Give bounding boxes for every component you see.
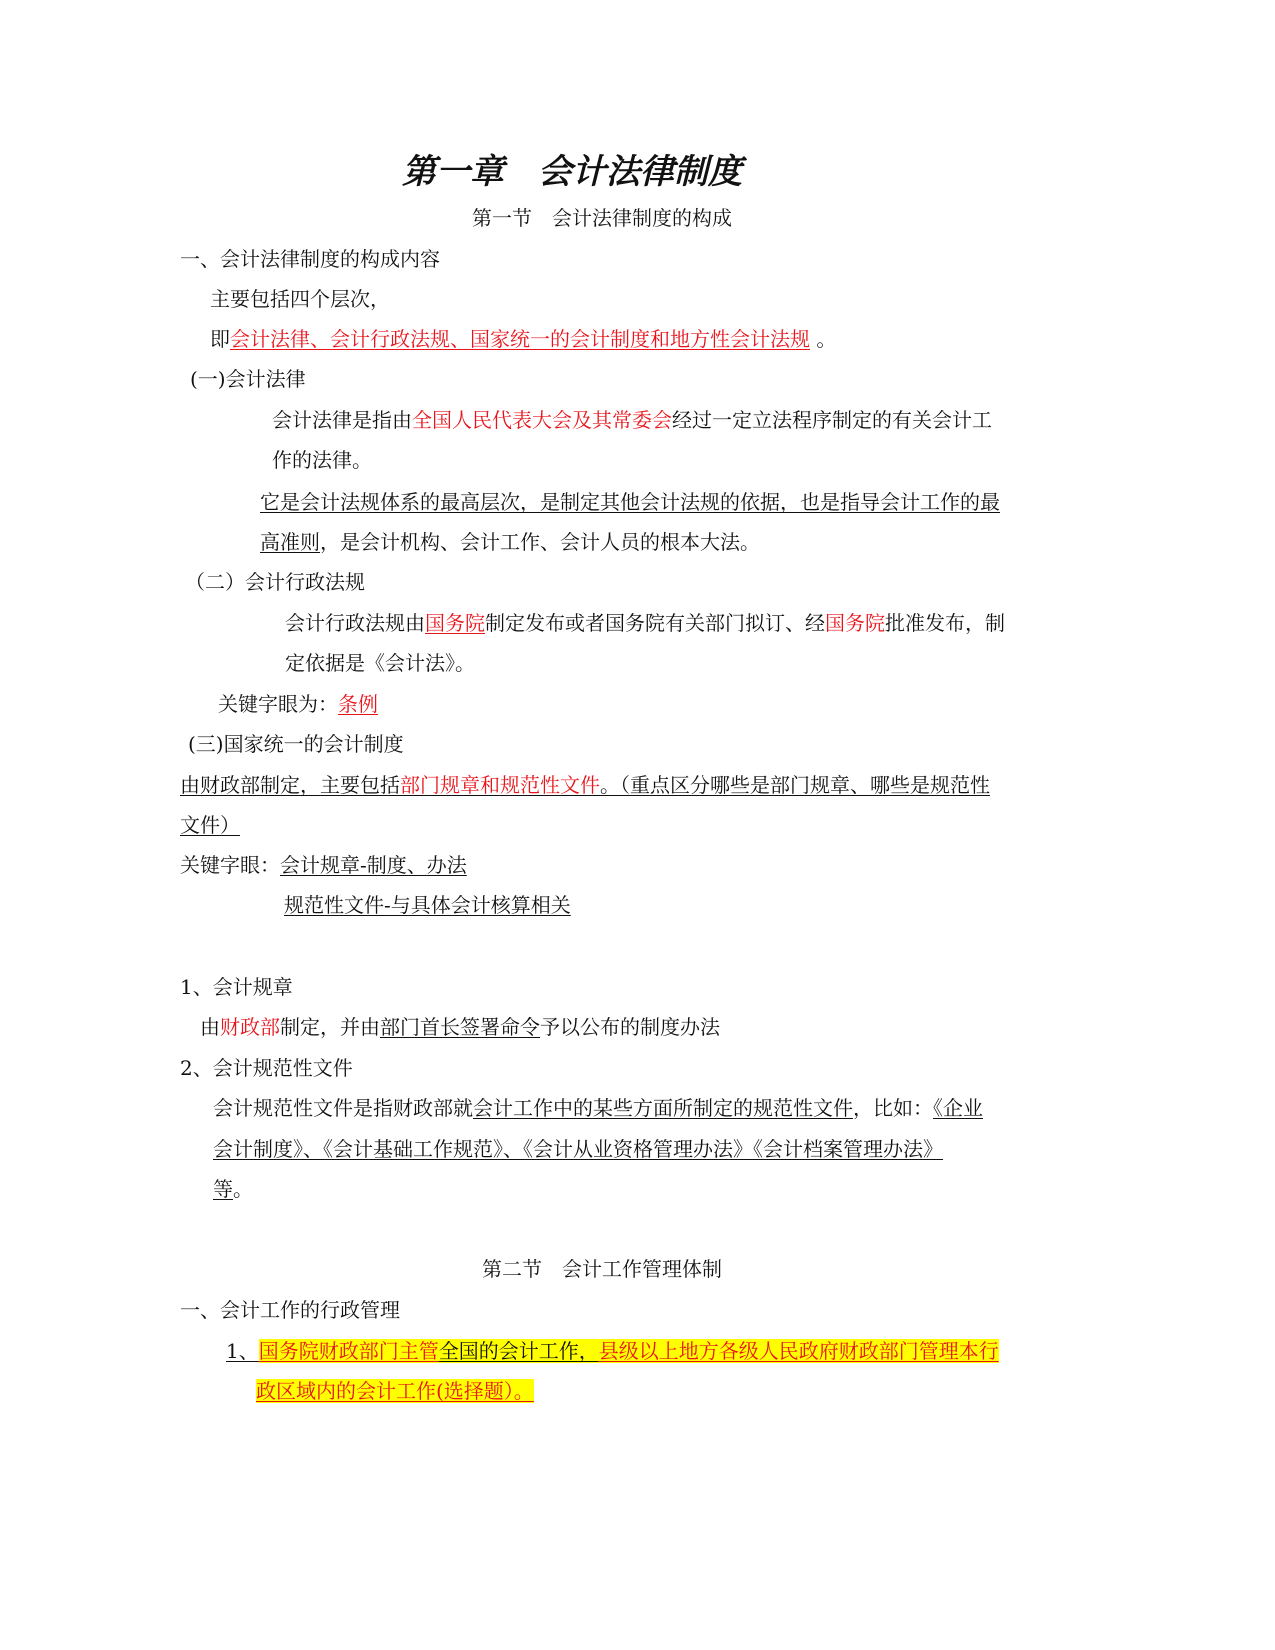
text: ，比如：	[853, 1096, 933, 1120]
text: 会计行政法规由	[285, 611, 425, 635]
red-text: 县级以上地方各级人民政府财政部门管理本行	[598, 1339, 999, 1363]
text: 。（重点区分哪些是部门规章、哪些是规范性	[600, 773, 990, 797]
law-line-2: 作的法律。	[272, 448, 372, 472]
text: 会计法律是指由	[272, 408, 412, 432]
keyword-line-2	[180, 851, 467, 879]
normative-line-1	[213, 1094, 983, 1122]
text: 制定发布或者国务院有关部门拟订、经	[485, 611, 825, 635]
section-2-title: 第二节 会计工作管理体制	[482, 1257, 722, 1281]
red-text: 全国人民代表大会及其常委会	[412, 408, 672, 432]
paragraph-levels-list	[210, 325, 836, 353]
law-line-3: 它是会计法规体系的最高层次，是制定其他会计法规的依据，也是指导会计工作的最	[260, 490, 1000, 514]
heading-normative: 2、会计规范性文件	[180, 1056, 353, 1080]
unified-line-1	[180, 771, 990, 799]
red-text: 国务院	[425, 611, 485, 635]
red-text: 财政部	[220, 1015, 280, 1039]
section-1-title: 第一节 会计法律制度的构成	[472, 206, 732, 230]
normative-line-3	[213, 1175, 253, 1203]
rules-line	[200, 1013, 720, 1041]
item-number: 1、	[226, 1339, 259, 1363]
underlined-text: 《企业	[933, 1096, 983, 1120]
red-text: 国务院财政部门主管	[258, 1339, 439, 1363]
heading-law: (一)会计法律	[190, 367, 306, 391]
text: 经过一定立法程序制定的有关会计工	[672, 408, 992, 432]
heading-admin-management: 一、会计工作的行政管理	[180, 1298, 400, 1322]
text: 。	[810, 327, 837, 351]
red-text: 会计法律、会计行政法规、国家统一的会计制度和地方性会计法规	[230, 327, 810, 351]
text: 全国的会计工作，	[438, 1339, 599, 1363]
red-text: 政区域内的会计工作(选择题）。	[256, 1379, 534, 1403]
text: 批准发布，制	[885, 611, 1005, 635]
heading-admin: （二）会计行政法规	[185, 570, 365, 594]
heading-rules: 1、会计规章	[180, 975, 293, 999]
keyword-value: 条例	[338, 692, 378, 716]
underlined-text: 高准则	[260, 530, 320, 554]
management-line-2	[256, 1377, 534, 1405]
keyword-line	[218, 690, 378, 718]
text: 即	[210, 327, 230, 351]
underlined-text: 部门首长签署命令	[380, 1015, 540, 1039]
underlined-text: 等	[213, 1177, 233, 1201]
red-text: 国务院	[825, 611, 885, 635]
text: ，是会计机构、会计工作、会计人员的根本大法。	[320, 530, 760, 554]
underlined-text: 会计规章-制度、办法	[280, 853, 467, 877]
heading-1: 一、会计法律制度的构成内容	[180, 247, 440, 271]
law-line-4	[260, 528, 760, 556]
text: 制定，并由	[280, 1015, 380, 1039]
text: 规范性文件-与具体会计核算相关	[284, 893, 571, 917]
law-line-1	[272, 406, 992, 434]
admin-line-1	[285, 609, 1005, 637]
paragraph-levels: 主要包括四个层次，	[210, 287, 390, 311]
text: 会计规范性文件是指财政部就	[213, 1096, 473, 1120]
text: 关键字眼：	[180, 853, 280, 877]
text: 予以公布的制度办法	[540, 1015, 720, 1039]
unified-line-2: 文件）	[180, 813, 240, 837]
text: 由财政部制定，主要包括	[180, 773, 400, 797]
management-line-1	[226, 1337, 999, 1365]
chapter-title: 第一章 会计法律制度	[402, 152, 742, 192]
underlined-text: 会计工作中的某些方面所制定的规范性文件	[473, 1096, 853, 1120]
normative-line-2: 会计制度》、《会计基础工作规范》、《会计从业资格管理办法》《会计档案管理办法》	[213, 1137, 943, 1161]
admin-line-2: 定依据是《会计法》。	[285, 651, 475, 675]
text: 。	[233, 1177, 253, 1201]
red-text: 部门规章和规范性文件	[400, 773, 600, 797]
text: 由	[200, 1015, 220, 1039]
heading-unified: (三)国家统一的会计制度	[188, 732, 404, 756]
keyword-line-3	[180, 891, 571, 919]
text: 关键字眼为：	[218, 692, 338, 716]
